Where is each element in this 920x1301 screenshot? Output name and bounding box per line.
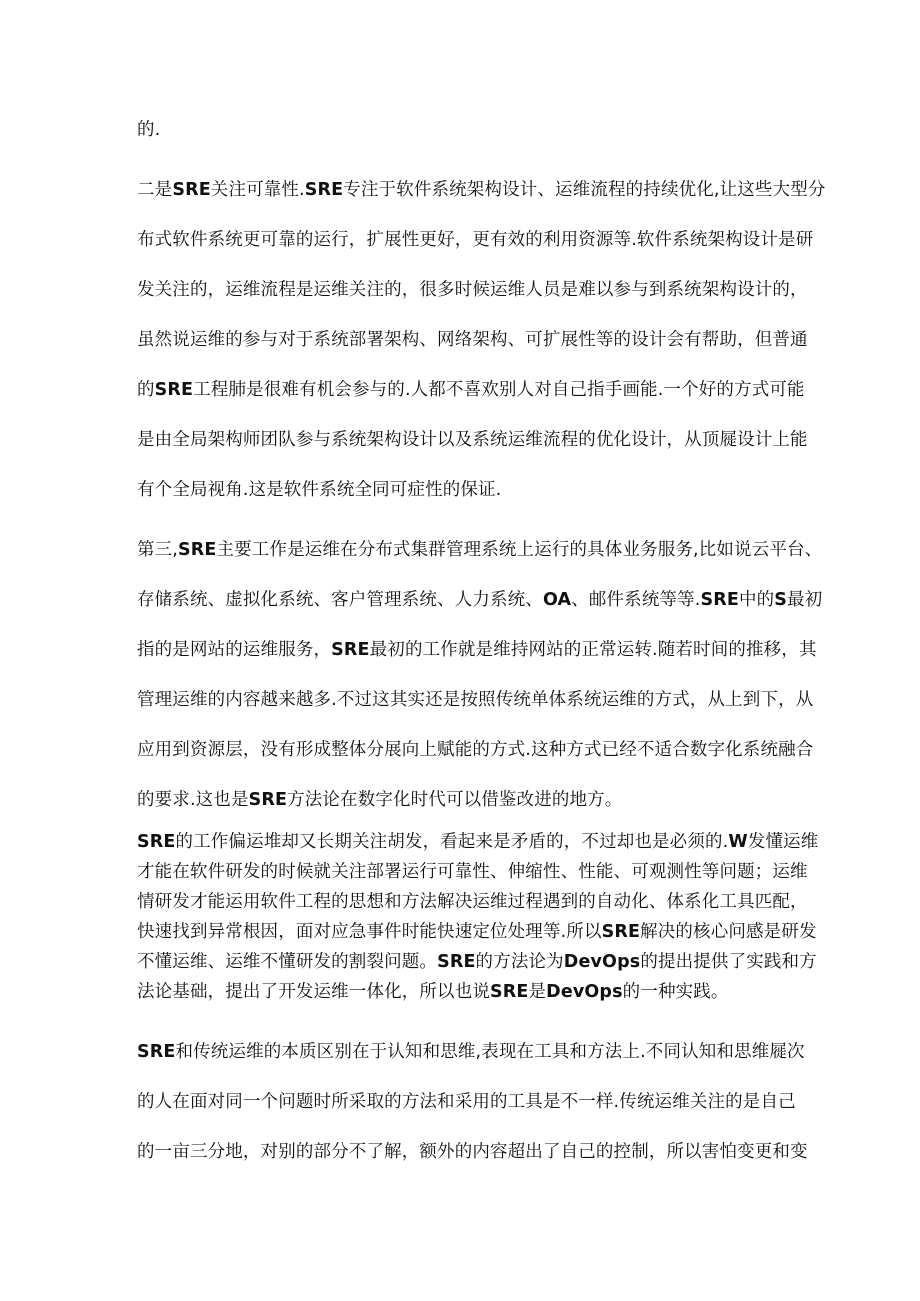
text-span: 和传统运维的本质区别在于认知和思维,表现在工具和方法上.不同认知和思维屣次 [175, 1042, 805, 1062]
text-line [137, 178, 826, 202]
text-span: 法论基础，提出了开发运维一体化，所以也说 [137, 982, 490, 1002]
text-line [137, 1140, 808, 1164]
text-span: 的一亩三分地，对别的部分不了解，额外的内容超出了自己的控制，所以害怕变更和变 [137, 1142, 808, 1162]
bold-term: SRE [172, 180, 211, 200]
text-line [137, 328, 808, 352]
text-span: 最初的工作就是维持网站的正常运转.随若时间的推移，其 [369, 640, 817, 660]
text-line [137, 1090, 797, 1114]
text-span: 中的 [738, 590, 775, 610]
text-line [137, 378, 805, 402]
text-span: 指的是网站的运维服务， [137, 640, 332, 660]
bold-term: SRE [304, 180, 344, 200]
bold-term: S [774, 590, 788, 610]
text-span: 的工作偏运堆却又长期关注胡发，看起来是矛盾的，不过却也是必须的. [175, 832, 729, 852]
text-span: 的方法论为 [475, 952, 564, 972]
text-span: 关注可靠性. [210, 180, 305, 200]
text-span: 的一种实践。 [622, 982, 729, 1002]
text-span: 解决的核心问感是研发 [640, 922, 817, 942]
text-span: 二是 [137, 180, 173, 200]
text-span: 管理运维的内容越来越多.不过这其实还是按照传统单体系统运维的方式，从上到下，从 [137, 690, 814, 710]
text-span: 是由全局架构师团队参与系统架构设计以及系统运维流程的优化设计，从顶屣设计上能 [137, 430, 808, 450]
bold-term: SRE [137, 1042, 176, 1062]
text-span: 应用到资源层，没有形成整体分展向上赋能的方式.这种方式已经不适合数字化系统融合 [137, 740, 814, 760]
text-span: 发懂运维 [747, 832, 819, 852]
text-span: 的. [137, 120, 161, 140]
text-span: 发关注的，运维流程是运维关注的，很多时候运维人员是难以参与到系统架构设计的， [137, 280, 808, 300]
text-span: 存储系统、虚拟化系统、客户管理系统、人力系统、 [137, 590, 543, 610]
text-line [137, 920, 817, 944]
bold-term: SRE [437, 952, 476, 972]
bold-term: W [728, 832, 748, 852]
text-span: 、邮件系统等等. [571, 590, 701, 610]
bold-term: DevOps [546, 982, 623, 1002]
bold-term: SRE [137, 832, 176, 852]
text-line [137, 860, 808, 884]
text-line [137, 428, 808, 452]
text-span: 有个全局视角.这是软件系统全同可症性的保证. [137, 480, 502, 500]
text-span: 最初 [787, 590, 823, 610]
text-line [137, 538, 823, 562]
bold-term: SRE [700, 590, 739, 610]
text-line [137, 688, 814, 712]
text-line [137, 118, 797, 142]
bold-term: SRE [248, 790, 288, 810]
text-span: 情研发才能运用软件工程的思想和方法解决运维过程遇到的自动化、体系化工具匹配， [137, 892, 808, 912]
text-line [137, 980, 797, 1004]
text-span: 专注于软件系统架构设计、运维流程的持续优化,让这些大型分 [343, 180, 826, 200]
text-line [137, 588, 823, 612]
text-span: 的人在面对同一个问题时所采取的方法和采用的工具是不一样.传统运维关注的是自己 [137, 1092, 796, 1112]
text-span: 方法论在数字化时代可以借鉴改进的地方。 [287, 790, 623, 810]
text-span: 的要求.这也是 [137, 790, 249, 810]
text-span: 是 [528, 982, 547, 1002]
text-line [137, 638, 817, 662]
text-line [137, 478, 797, 502]
text-line [137, 950, 817, 974]
text-line [137, 738, 814, 762]
text-line [137, 830, 819, 854]
text-span: 才能在软件研发的时候就关注部署运行可靠性、伸缩性、性能、可观测性等问题；运维 [137, 862, 808, 882]
bold-term: SRE [331, 640, 370, 660]
bold-term: OA [542, 590, 572, 610]
text-span: 布式软件系统更可靠的运行，扩展性更好，更有效的利用资源等.软件系统架构设计是研 [137, 230, 814, 250]
text-line [137, 788, 797, 812]
bold-term: SRE [178, 540, 217, 560]
text-span: 工程肺是很难有机会参与的.人都不喜欢别人对自己指手画能.一个好的方式可能 [193, 380, 805, 400]
text-span: 第三, [137, 540, 179, 560]
text-line [137, 278, 808, 302]
bold-term: SRE [490, 982, 529, 1002]
text-line [137, 228, 814, 252]
text-span: 主要工作是运维在分布式集群管理系统上运行的具体业务服务,比如说云平台、 [216, 540, 823, 560]
bold-term: SRE [601, 922, 641, 942]
text-span: 的提出提供了实践和方 [640, 952, 817, 972]
text-line [137, 890, 808, 914]
text-span: 的 [137, 380, 155, 400]
bold-term: DevOps [563, 952, 641, 972]
bold-term: SRE [154, 380, 194, 400]
text-span: 不懂运维、运维不懂研发的割裂问题。 [137, 952, 438, 972]
text-span: 虽然说运维的参与对于系统部署架构、网络架构、可扩展性等的设计会有帮助，但普通 [137, 330, 808, 350]
text-line [137, 1040, 805, 1064]
text-span: 快速找到异常根因，面对应急事件时能快速定位处理等.所以 [137, 922, 602, 942]
